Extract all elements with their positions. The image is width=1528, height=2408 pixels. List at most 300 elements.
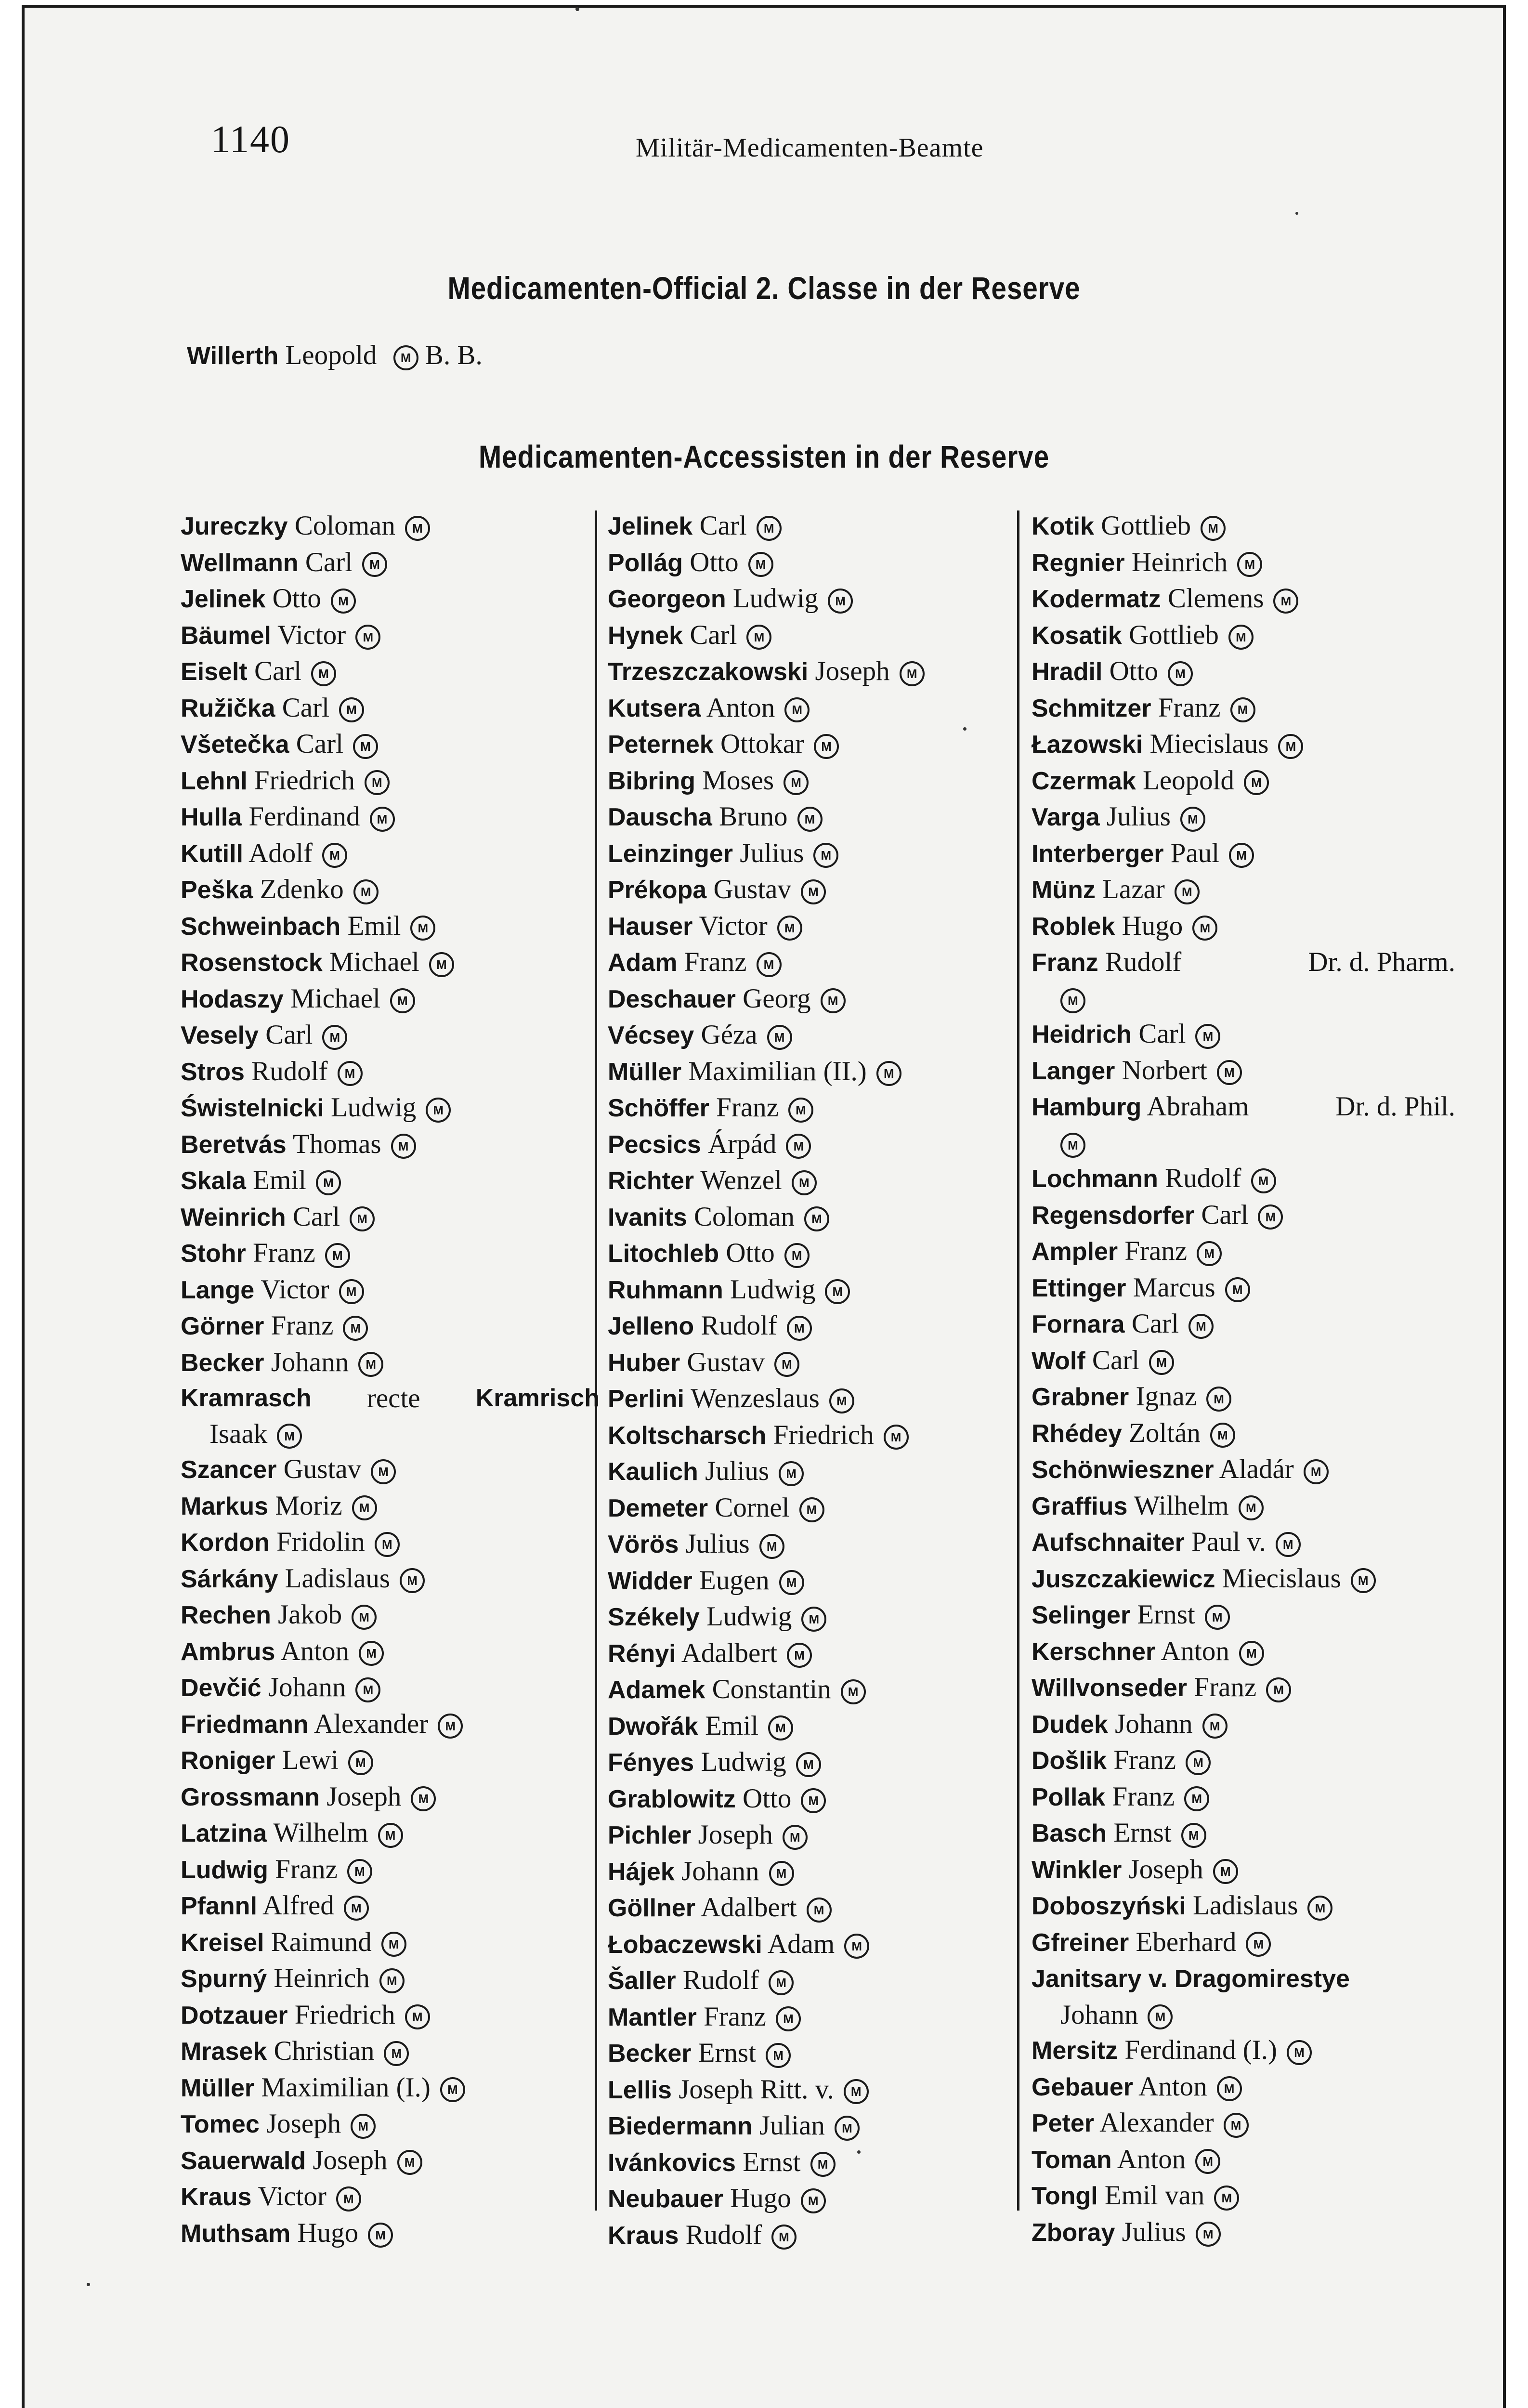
list-item [181, 690, 600, 727]
entry-given: Rudolf [685, 2219, 762, 2250]
entry-given: Franz [684, 947, 747, 977]
list-item [1032, 1343, 1455, 1379]
list-item [1032, 1706, 1455, 1743]
entry-given: Norbert [1122, 1055, 1207, 1086]
list-item [608, 726, 1027, 763]
m-marker-icon: M [1148, 2004, 1173, 2029]
entry-surname: Rosenstock [181, 949, 323, 977]
entry-given: Leopold [285, 340, 377, 370]
entry-given: Carl [1092, 1345, 1140, 1375]
entry-surname: Ettinger [1032, 1274, 1126, 1302]
m-marker-icon: M [746, 625, 771, 650]
entry-given: Jakob [278, 1599, 342, 1630]
list-item [1032, 1852, 1455, 1888]
m-marker-icon: M [801, 1788, 826, 1813]
list-item [608, 1272, 1027, 1309]
list-item [608, 872, 1027, 908]
entry-given: Joseph [815, 656, 890, 686]
list-item [1032, 763, 1455, 799]
entry-surname: Dauscha [608, 803, 712, 831]
entry-surname: Regensdorfer [1032, 1201, 1195, 1230]
m-marker-icon: M [766, 2043, 791, 2068]
entry-surname: Peter [1032, 2109, 1095, 2137]
entry-surname: Becker [181, 1348, 264, 1377]
m-marker-icon: M [339, 1279, 364, 1304]
entry-surname: Szancer [181, 1456, 277, 1484]
entry-given: Maximilian (I.) [261, 2072, 431, 2103]
m-marker-icon: M [769, 1861, 794, 1886]
m-marker-icon: M [368, 2223, 393, 2248]
entry-given: Joseph [1128, 1854, 1203, 1885]
m-marker-icon: M [757, 516, 782, 541]
entry-surname: Adamek [608, 1676, 705, 1704]
entry-surname: Müller [181, 2074, 255, 2102]
entry-given: Otto [1109, 656, 1158, 686]
entry-surname: Spurný [181, 1965, 267, 1993]
entry-surname: Kreisel [181, 1928, 264, 1957]
entry-given: Géza [701, 1020, 757, 1050]
m-marker-icon: M [338, 1061, 363, 1086]
entry-surname: Schmitzer [1032, 694, 1151, 722]
m-marker-icon: M [884, 1425, 909, 1450]
list-item [181, 2179, 600, 2215]
entry-given: Gottlieb [1101, 510, 1191, 541]
list-item [608, 2035, 1027, 2072]
entry-surname: Grabner [1032, 1383, 1129, 1411]
entry-surname: Došlik [1032, 1747, 1107, 1775]
m-marker-icon: M [771, 2225, 797, 2250]
entry-surname: Hradil [1032, 658, 1103, 686]
m-marker-icon: M [355, 1677, 380, 1702]
entry-given: Carl [296, 729, 343, 759]
list-item [1032, 1924, 1455, 1961]
list-item [608, 2217, 1027, 2254]
m-marker-icon: M [1276, 1532, 1301, 1557]
list-item [608, 508, 1027, 545]
entry-surname: Rényi [608, 1639, 676, 1668]
list-item [181, 2143, 600, 2179]
entry-extra: Dr. d. Phil. [1335, 1091, 1455, 1122]
list-item [1032, 2069, 1455, 2106]
list-item [1032, 2032, 1455, 2069]
entry-given: Gustav [713, 874, 791, 904]
entry-given: Carl [265, 1020, 313, 1050]
entry-surname: Mrasek [181, 2038, 267, 2066]
list-item [608, 799, 1027, 836]
entry-given: Alexander [1099, 2107, 1214, 2138]
list-item [1032, 1452, 1455, 1488]
entry-given: Friedrich [294, 1999, 395, 2030]
entry-given: Otto [726, 1238, 775, 1268]
entry-given: recte [366, 1383, 420, 1413]
entry-surname: Lochmann [1032, 1165, 1158, 1193]
list-item [1032, 1779, 1455, 1816]
entry-surname: Perlini [608, 1385, 684, 1413]
m-marker-icon: M [429, 952, 454, 977]
m-marker-icon: M [779, 1570, 804, 1595]
m-marker-icon: M [810, 2152, 836, 2177]
entry-given: Gustav [687, 1347, 765, 1377]
m-marker-icon: M [370, 807, 395, 832]
entry-given: Joseph [698, 1819, 773, 1850]
list-item [608, 1054, 1027, 1090]
list-item [181, 1597, 600, 1634]
m-marker-icon: M [352, 1605, 377, 1630]
entry-surname: Hynek [608, 621, 683, 650]
entry-given: Joseph [326, 1781, 402, 1812]
entry-surname: Pfannl [181, 1892, 257, 1920]
m-marker-icon: M [322, 1025, 347, 1050]
entry-given: Rudolf [1165, 1163, 1241, 1193]
m-marker-icon: M [841, 1679, 866, 1704]
entry-given: Hugo [1122, 910, 1183, 941]
entry-surname: Trzeszczakowski [608, 658, 809, 686]
m-marker-icon: M [767, 1025, 792, 1050]
entry-surname: Hauser [608, 912, 693, 941]
m-marker-icon: M [1266, 1677, 1291, 1702]
m-marker-icon: M [353, 734, 378, 759]
m-marker-icon: M [1217, 2076, 1242, 2101]
list-item [608, 1381, 1027, 1417]
entry-given: Wilhelm [1134, 1490, 1229, 1521]
entry-surname: Heidrich [1032, 1021, 1132, 1048]
m-marker-icon: M [829, 1388, 854, 1413]
entry-given: Alfred [262, 1890, 334, 1921]
entry-surname: Stohr [181, 1240, 246, 1268]
list-item [608, 690, 1027, 727]
entry-given: Lewi [282, 1745, 339, 1775]
m-marker-icon: M [351, 2114, 376, 2139]
entry-given: Hugo [730, 2183, 791, 2213]
m-marker-icon: M [784, 697, 810, 722]
entry-given: Carl [282, 692, 329, 723]
m-marker-icon: M [796, 1752, 821, 1777]
m-marker-icon: M [400, 1568, 425, 1593]
list-item [181, 1852, 600, 1888]
list-item [1032, 1815, 1455, 1852]
entry-given: Thomas [292, 1128, 381, 1159]
entry-surname: Lange [181, 1276, 255, 1304]
entry-given: Michael [329, 947, 419, 977]
m-marker-icon: M [1239, 1495, 1264, 1520]
entry-given: Franz [1194, 1672, 1257, 1702]
m-marker-icon: M [397, 2150, 422, 2175]
entry-given: Anton [706, 692, 775, 723]
entry-given: Ernst [1137, 1599, 1195, 1630]
m-marker-icon: M [821, 988, 846, 1013]
entry-given: Victor [699, 910, 768, 941]
entry-surname: Görner [181, 1312, 264, 1340]
list-item [608, 1890, 1027, 1926]
list-item [608, 1963, 1027, 1999]
list-item [1032, 1233, 1455, 1270]
entry-given: Eberhard [1136, 1926, 1237, 1957]
m-marker-icon: M [787, 1643, 812, 1668]
entry-surname: Ivánkovics [608, 2148, 736, 2177]
m-marker-icon: M [1225, 1277, 1250, 1302]
entry-given: Ludwig [706, 1601, 792, 1632]
list-item [1032, 1524, 1455, 1561]
entry-surname: Willvonseder [1032, 1674, 1188, 1702]
entry-surname: Eiselt [181, 658, 248, 686]
entry-given: Ludwig [730, 1274, 816, 1305]
list-item [181, 872, 600, 908]
list-item-continuation [181, 1416, 600, 1452]
entry-surname: Schweinbach [181, 912, 341, 941]
entry-surname: Czermak [1032, 767, 1136, 795]
entry-given: Adam [767, 1928, 835, 1959]
m-marker-icon: M [1287, 2040, 1312, 2065]
list-item [1032, 872, 1455, 908]
entry-given: Julius [1122, 2216, 1186, 2247]
entry-given: Otto [690, 547, 739, 577]
entry-surname: Kraus [181, 2183, 252, 2211]
m-marker-icon: M [1197, 1241, 1222, 1266]
m-marker-icon: M [1149, 1350, 1174, 1375]
entry-given: Coloman [294, 510, 395, 541]
entry-surname: Stros [181, 1058, 245, 1086]
entry-given: Georg [743, 983, 811, 1014]
entry-name-group [1032, 944, 1181, 981]
list-item [181, 1706, 600, 1743]
entry-surname: Peška [181, 876, 253, 904]
entry-given: Constantin [712, 1674, 831, 1704]
entry-given: Julius [740, 838, 804, 868]
m-marker-icon: M [1258, 1204, 1283, 1230]
list-item [181, 581, 600, 617]
m-marker-icon: M [1205, 1605, 1230, 1630]
list-item [181, 1924, 600, 1961]
entry-surname: Wellmann [181, 549, 299, 577]
print-speck [857, 2150, 861, 2154]
entry-given: Ferdinand [248, 801, 360, 832]
entry-given: Carl [1138, 1019, 1186, 1049]
list-item [608, 1345, 1027, 1381]
entry-surname: Lellis [608, 2076, 672, 2104]
list-item [608, 1563, 1027, 1599]
list-item [181, 1888, 600, 1924]
m-marker-icon: M [1351, 1568, 1376, 1593]
list-item [608, 545, 1027, 581]
m-marker-icon: M [1210, 1423, 1235, 1448]
entry-surname: Peternek [608, 731, 714, 759]
m-marker-icon: M [779, 1461, 804, 1486]
list-item [608, 1854, 1027, 1890]
list-item [1032, 1961, 1455, 1997]
entry-surname: Kutill [181, 839, 243, 868]
list-item [1032, 1306, 1455, 1343]
entry-surname: Kaulich [608, 1458, 698, 1486]
entry-surname: Latzina [181, 1819, 267, 1847]
entry-given: Adolf [248, 838, 313, 868]
entry-surname: Neubauer [608, 2185, 723, 2213]
m-marker-icon: M [336, 2186, 361, 2212]
list-item [1032, 1415, 1455, 1452]
m-marker-icon: M [768, 1715, 793, 1741]
entry-surname: Weinrich [181, 1203, 286, 1231]
list-item [181, 1126, 600, 1163]
m-marker-icon: M [362, 552, 387, 577]
entry-given: Adalbert [681, 1637, 778, 1668]
entry-surname: Schöffer [608, 1094, 709, 1122]
entry-surname: Fényes [608, 1749, 694, 1777]
entry-given: Emil van [1104, 2180, 1205, 2211]
entry-surname: Kutsera [608, 694, 701, 722]
m-marker-icon: M [1304, 1459, 1329, 1484]
entry-surname: Jelinek [608, 512, 693, 540]
list-item [1032, 581, 1455, 617]
entry-surname: Winkler [1032, 1856, 1122, 1884]
entry-surname: Dwořák [608, 1712, 698, 1741]
m-marker-icon: M [787, 1316, 812, 1341]
m-marker-icon: M [774, 1352, 799, 1377]
m-marker-icon: M [426, 1098, 451, 1123]
entry-surname: Rechen [181, 1601, 271, 1629]
entry-given: Ludwig [330, 1092, 417, 1123]
entry-given: Friedrich [254, 765, 355, 796]
m-marker-icon: M [797, 807, 823, 832]
entry-extra: Kramrisch [475, 1384, 600, 1412]
list-item [608, 1926, 1027, 1963]
print-speck [963, 727, 966, 731]
name-column-1 [181, 508, 600, 2251]
entry-given: Anton [280, 1636, 350, 1666]
entry-surname: Deschauer [608, 985, 736, 1013]
list-item [608, 1199, 1027, 1236]
list-item [181, 654, 600, 690]
entry-given: Zdenko [260, 874, 344, 904]
m-marker-icon: M [835, 2116, 860, 2141]
entry-surname: Všetečka [181, 731, 289, 759]
m-marker-icon: M [1246, 1932, 1271, 1957]
section-title-official: Medicamenten-Official 2. Classe in der Reserve [447, 270, 1081, 306]
m-marker-icon: M [1192, 916, 1217, 941]
m-marker-icon: M [391, 1134, 416, 1159]
entry-given: Franz [253, 1238, 315, 1268]
m-marker-icon: M [1237, 552, 1262, 577]
entry-given: Franz [716, 1092, 779, 1123]
entry-surname: Muthsam [181, 2219, 291, 2248]
entry-given: Moses [702, 765, 774, 796]
entry-given: Rudolf [682, 1965, 759, 1995]
entry-given: Heinrich [274, 1963, 370, 1993]
entry-continuation: Isaak [209, 1418, 268, 1449]
entry-given: Joseph Ritt. v. [679, 2074, 834, 2105]
running-head: Militär-Medicamenten-Beamte [636, 133, 984, 163]
m-marker-icon: M [344, 1896, 369, 1921]
m-marker-icon: M [438, 1714, 463, 1739]
list-item [181, 1054, 600, 1090]
list-item [181, 726, 600, 763]
m-marker-icon: M [757, 952, 782, 977]
entry-surname: Richter [608, 1167, 694, 1195]
m-marker-icon: M [784, 1243, 810, 1268]
entry-given: Cornel [715, 1492, 790, 1523]
list-item [1032, 2214, 1455, 2251]
m-marker-icon: M [1239, 1641, 1264, 1666]
m-marker-icon: M [1195, 2149, 1220, 2174]
entry-given: Leopold [1143, 765, 1235, 796]
list-item [608, 1744, 1027, 1781]
entry-surname: Toman [1032, 2146, 1112, 2174]
list-item [608, 1490, 1027, 1527]
entry-given: Ignaz [1136, 1381, 1197, 1412]
entry-given: Rudolf [701, 1310, 777, 1341]
list-item [1032, 2142, 1455, 2178]
entry-surname: Pollak [1032, 1783, 1106, 1811]
m-marker-icon: M [814, 734, 839, 759]
entry-given: Franz [704, 2001, 766, 2032]
m-marker-icon: M [359, 1641, 384, 1666]
m-marker-icon: M [1251, 1168, 1276, 1193]
list-item [1032, 1888, 1455, 1924]
entry-surname: Huber [608, 1348, 680, 1377]
m-marker-icon: M [807, 1898, 832, 1923]
list-item [1032, 908, 1455, 945]
entry-surname: Kotik [1032, 512, 1094, 540]
entry-given: Rudolf [251, 1056, 328, 1086]
entry-surname: Schönwieszner [1032, 1456, 1214, 1484]
entry-given: Ladislaus [1192, 1890, 1298, 1921]
entry-surname: Beretvás [181, 1130, 287, 1159]
list-item-continuation [1032, 981, 1455, 1017]
entry-surname: Vécsey [608, 1021, 694, 1049]
m-marker-icon: M [347, 1859, 372, 1884]
m-marker-icon: M [411, 1786, 436, 1811]
entry-surname: Basch [1032, 1819, 1107, 1847]
entry-given: Franz [275, 1854, 338, 1885]
entry-given: Árpád [707, 1128, 777, 1159]
list-item [1032, 799, 1455, 836]
entry-surname: Widder [608, 1567, 692, 1595]
list-item [608, 836, 1027, 872]
m-marker-icon: M [1195, 1024, 1220, 1049]
entry-surname: Hodaszy [181, 985, 284, 1013]
entry-given: Fridolin [276, 1527, 365, 1557]
entry-surname: Becker [608, 2040, 692, 2068]
page-number: 1140 [211, 118, 291, 161]
list-item [608, 2181, 1027, 2217]
entry-surname: Roblek [1032, 912, 1115, 941]
m-marker-icon: M [350, 1206, 375, 1231]
m-marker-icon: M [393, 345, 418, 370]
m-marker-icon: M [277, 1424, 302, 1449]
list-item [1032, 944, 1455, 981]
entry-surname: Biedermann [608, 2112, 753, 2140]
m-marker-icon: M [1060, 1133, 1085, 1158]
entry-given: Paul [1170, 838, 1220, 868]
entry-surname: Bibring [608, 767, 695, 795]
m-marker-icon: M [1202, 1714, 1228, 1739]
list-item [181, 508, 600, 545]
m-marker-icon: M [804, 1206, 829, 1231]
list-item [1032, 654, 1455, 690]
list-item [1032, 726, 1455, 763]
entry-given: Victor [258, 2181, 326, 2212]
entry-surname: Sauerwald [181, 2146, 306, 2175]
entry-given: Moriz [275, 1490, 342, 1521]
m-marker-icon: M [1060, 988, 1085, 1013]
entry-surname: Markus [181, 1492, 269, 1520]
m-marker-icon: M [1188, 1314, 1214, 1339]
m-marker-icon: M [828, 589, 853, 614]
entry-surname: Doboszyński [1032, 1892, 1186, 1920]
entry-surname: Aufschnaiter [1032, 1529, 1185, 1557]
entry-given: Wenzel [700, 1165, 782, 1195]
entry-given: Ludwig [701, 1747, 786, 1777]
entry-given: Ludwig [732, 583, 819, 614]
entry-surname: Gfreiner [1032, 1928, 1129, 1957]
